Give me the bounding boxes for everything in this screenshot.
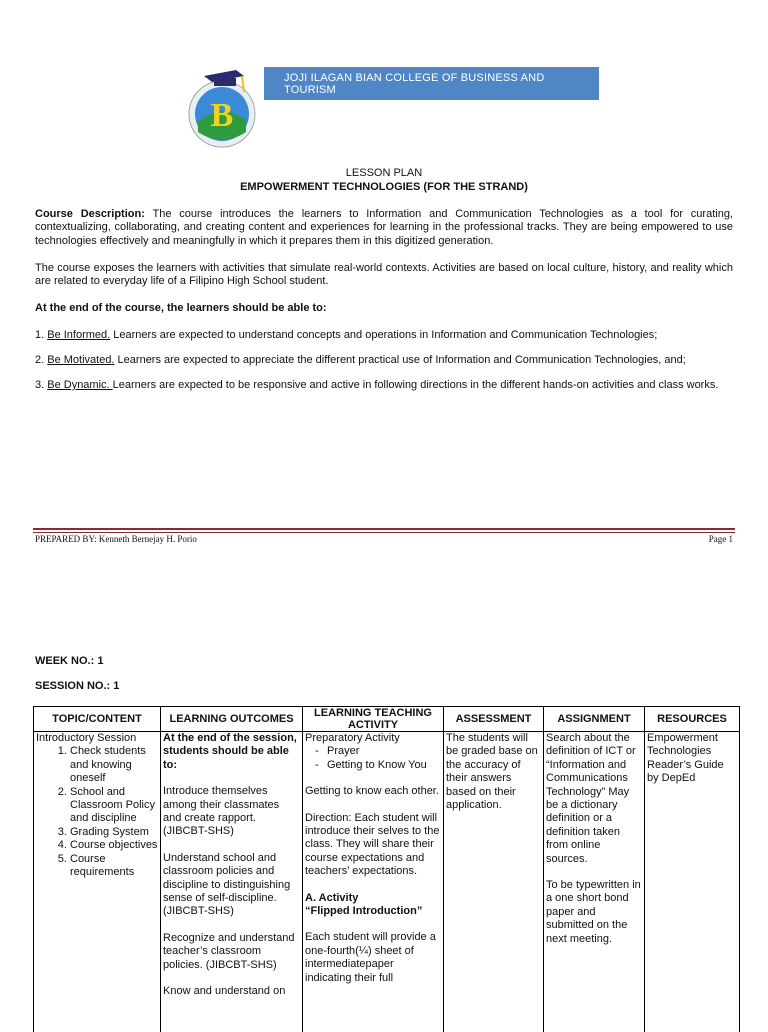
footer-rule-thin	[33, 532, 735, 533]
lesson-plan-table	[33, 706, 740, 1032]
page-number: Page 1	[709, 534, 733, 544]
header-resources: RESOURCES	[645, 707, 740, 732]
doc-title: LESSON PLAN	[0, 167, 768, 179]
header-topic: TOPIC/CONTENT	[34, 707, 161, 732]
footer-rule	[33, 528, 735, 530]
table-header-row	[34, 707, 740, 732]
objective-3: 3. Be Dynamic. Learners are expected to be responsive and active in following directions in the different hands-on activities and class works.	[35, 379, 733, 392]
course-description-text: The course introduces the learners to Information and Communication Technologies as a tool for curating, contextualizing, collaborating, and creating content and experiences for learning in the professional tracks. They are being empowered to use technologies effectively and meaningfully in which it prepares them in this digitized generation.	[35, 208, 733, 247]
outcome-item: Introduce themselves among their classmates and create rapport. (JIBCBT-SHS)	[163, 785, 300, 839]
assignment-text-2: To be typewritten in a one short bond paper and submitted on the next meeting.	[546, 879, 642, 946]
outcomes-heading: At the end of the session, students should be able to:	[163, 732, 300, 772]
objective-label: Be Dynamic.	[47, 379, 112, 391]
objective-2: 2. Be Motivated. Learners are expected to appreciate the different practical use of Information and Communication Technologies, and;	[35, 354, 733, 367]
activity-direction: Direction: Each student will introduce their selves to the class. They will share their course expectations and teachers’ expectations.	[305, 812, 441, 879]
list-item: 2. School and Classroom Policy and discipline	[70, 786, 158, 826]
activity-prep-list	[305, 745, 441, 772]
assignment-text-1: Search about the definition of ICT or “Information and Communications Technology” May be a dictionary definition or a definition taken from online sources.	[546, 732, 642, 866]
activity-getting: Getting to know each other.	[305, 785, 441, 798]
list-item: 3. Grading System	[70, 826, 158, 839]
activity-prep: Preparatory Activity	[305, 732, 441, 745]
outcome-item: Understand school and classroom policies and discipline to distinguishing sense of self-discipline. (JIBCBT-SHS)	[163, 852, 300, 919]
course-description	[35, 208, 733, 248]
list-item: 1. Check students and knowing oneself	[70, 745, 158, 785]
cell-activity	[303, 732, 444, 1032]
cell-assignment	[544, 732, 645, 1032]
college-name-banner: JOJI ILAGAN BIAN COLLEGE OF BUSINESS AND TOURISM	[264, 67, 599, 100]
cell-assessment	[444, 732, 544, 1032]
objective-1: 1. Be Informed. Learners are expected to understand concepts and operations in Information and Communication Technologies;	[35, 329, 733, 342]
outcome-item: Recognize and understand teacher’s classroom policies. (JIBCBT-SHS)	[163, 932, 300, 972]
header-outcomes: LEARNING OUTCOMES	[161, 707, 303, 732]
list-item: - Prayer	[327, 745, 441, 758]
list-item: 5. Course requirements	[70, 853, 158, 880]
topic-title: Introductory Session	[36, 732, 158, 745]
cell-outcomes	[161, 732, 303, 1032]
college-logo	[184, 62, 264, 152]
learning-goals-heading: At the end of the course, the learners should be able to:	[35, 302, 733, 315]
session-number: SESSION NO.: 1	[35, 680, 119, 692]
header-assessment: ASSESSMENT	[444, 707, 544, 732]
course-exposure-paragraph: The course exposes the learners with activities that simulate real-world contexts. Activities are based on local culture, history, and reality which are related to everyday life of a Filipino High School student.	[35, 262, 733, 289]
list-item: - Getting to Know You	[327, 759, 441, 772]
cell-topic	[34, 732, 161, 1032]
week-number: WEEK NO.: 1	[35, 655, 103, 667]
header-activity: LEARNING TEACHING ACTIVITY	[303, 707, 444, 732]
course-description-label: Course Description:	[35, 208, 145, 220]
outcome-item: Know and understand on	[163, 985, 300, 998]
resources-text: Empowerment Technologies Reader’s Guide by DepEd	[647, 732, 737, 786]
header-assignment: ASSIGNMENT	[544, 707, 645, 732]
doc-subtitle: EMPOWERMENT TECHNOLOGIES (FOR THE STRAND)	[0, 181, 768, 193]
activity-a-name: “Flipped Introduction”	[305, 905, 441, 918]
assessment-text: The students will be graded base on the accuracy of their answers based on their application.	[446, 732, 541, 812]
table-row	[34, 732, 740, 1032]
objective-label: Be Informed.	[47, 329, 110, 341]
svg-text:B: B	[211, 97, 234, 134]
list-item: 4. Course objectives	[70, 839, 158, 852]
cell-resources	[645, 732, 740, 1032]
objective-label: Be Motivated.	[47, 354, 114, 366]
activity-a-text: Each student will provide a one-fourth(¼) sheet of intermediatepaper indicating their full	[305, 931, 441, 985]
topic-list	[36, 745, 158, 879]
prepared-by: PREPARED BY: Kenneth Bernejay H. Porio	[35, 534, 197, 544]
activity-a-title: A. Activity	[305, 892, 441, 905]
